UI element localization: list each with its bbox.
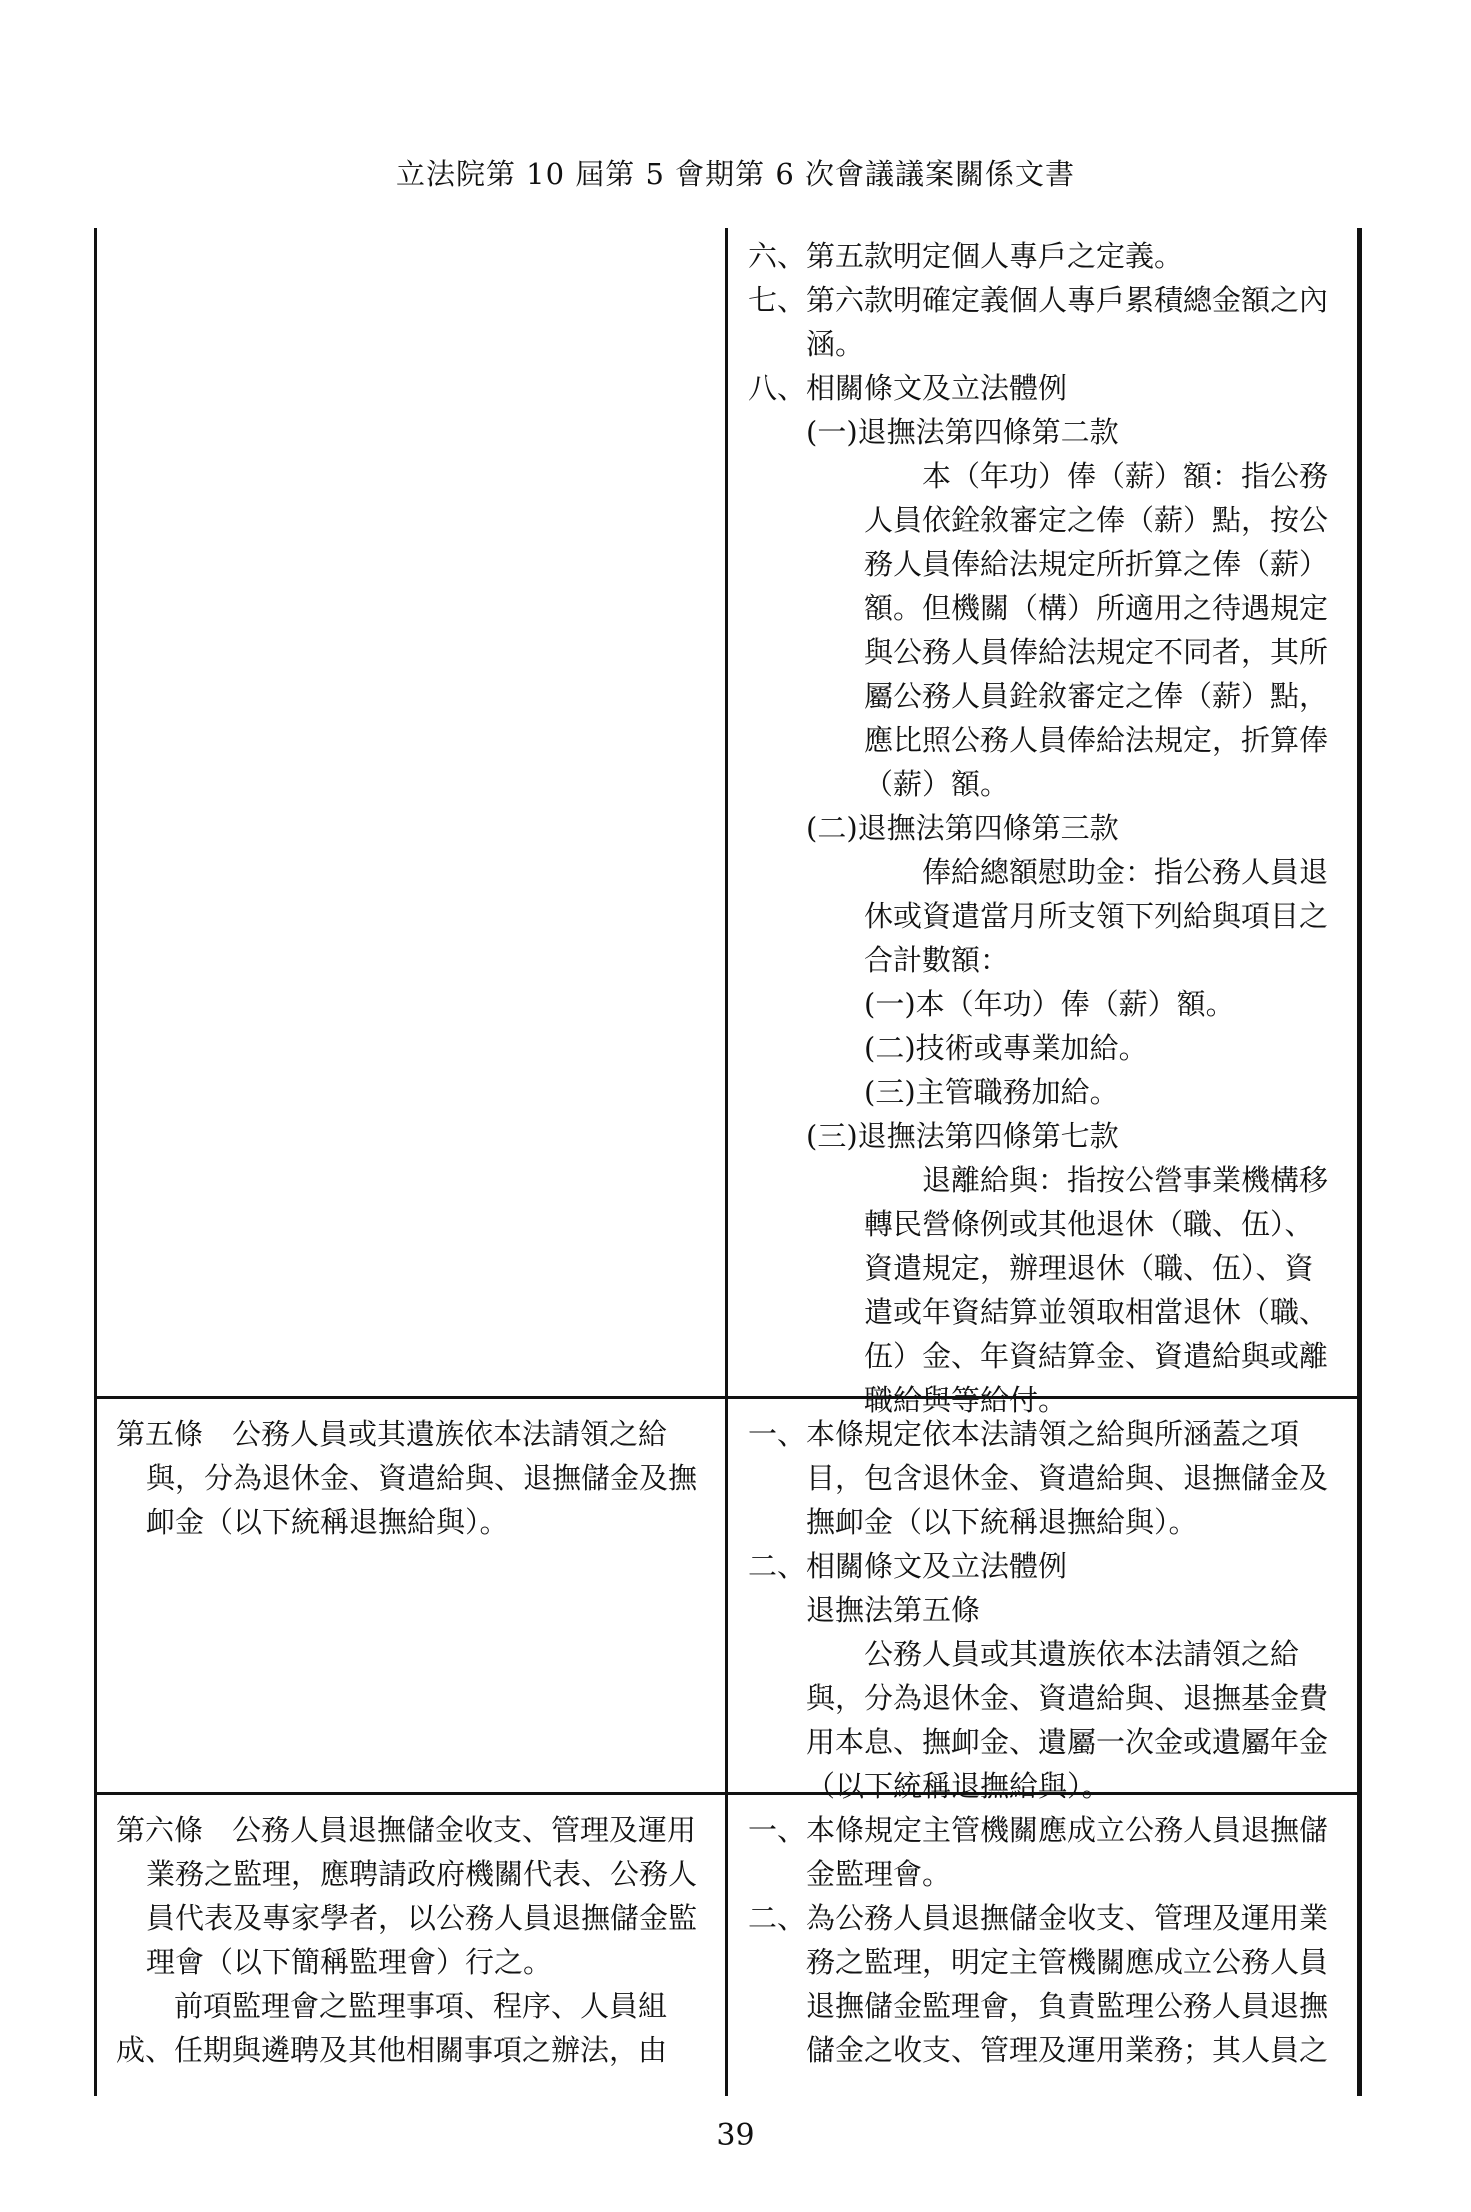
document-header: 立法院第 10 屆第 5 會期第 6 次會議議案關係文書 [395,157,1076,191]
row2-explanation-cell [748,1412,1340,1808]
table-right-border [1357,228,1362,2096]
right-paragraph: 八、相關條文及立法體例 [748,371,1068,405]
right-paragraph: 七、第六款明確定義個人專戶累積總金額之內涵。 [748,283,1329,361]
right-paragraph: 退撫法第五條 [806,1593,981,1627]
right-paragraph: (一)退撫法第四條第二款 [806,415,1119,449]
right-paragraph: (二)退撫法第四條第三款 [806,811,1119,845]
table-left-border [94,228,97,2096]
table-column-divider [725,228,728,2096]
right-paragraph: (三)主管職務加給。 [864,1075,1119,1109]
left-paragraph: 前項監理會之監理事項、程序、人員組成、任期與遴聘及其他相關事項之辦法，由 [116,1989,668,2067]
right-paragraph: 一、本條規定依本法請領之給與所涵蓋之項目，包含退休金、資遣給與、退撫儲金及撫卹金（以下統稱退撫給與）。 [748,1417,1329,1539]
page-number: 39 [716,2118,755,2153]
right-paragraph: 一、本條規定主管機關應成立公務人員退撫儲金監理會。 [748,1813,1329,1891]
right-paragraph: 本（年功）俸（薪）額：指公務人員依銓敘審定之俸（薪）點，按公務人員俸給法規定所折算之俸（薪）額。但機關（構）所適用之待遇規定與公務人員俸給法規定不同者，其所屬公務人員銓敘審定之俸（薪）點，應比照公務人員俸給法規定，折算俸（薪）額。 [864,459,1329,801]
right-paragraph: (一)本（年功）俸（薪）額。 [864,987,1235,1021]
right-paragraph: 退離給與：指按公營事業機構移轉民營條例或其他退休（職、伍）、資遣規定，辦理退休（職、伍）、資遣或年資結算並領取相當退休（職、伍）金、年資結算金、資遣給與或離職給與等給付。 [864,1163,1329,1417]
right-paragraph: 六、第五款明定個人專戶之定義。 [748,239,1184,273]
right-paragraph: 二、相關條文及立法體例 [748,1549,1068,1583]
right-paragraph: 俸給總額慰助金：指公務人員退休或資遣當月所支領下列給與項目之合計數額： [864,855,1329,977]
left-paragraph: 第六條 公務人員退撫儲金收支、管理及運用業務之監理，應聘請政府機關代表、公務人員代表及專家學者，以公務人員退撫儲金監理會（以下簡稱監理會）行之。 [116,1813,698,1979]
left-paragraph: 第五條 公務人員或其遺族依本法請領之給與，分為退休金、資遣給與、退撫儲金及撫卹金（以下統稱退撫給與）。 [116,1417,698,1539]
right-paragraph: (三)退撫法第四條第七款 [806,1119,1119,1153]
row3-explanation-cell [748,1808,1340,2072]
row2-article-cell [116,1412,716,1544]
right-paragraph: 二、為公務人員退撫儲金收支、管理及運用業務之監理，明定主管機關應成立公務人員退撫儲金監理會，負責監理公務人員退撫儲金之收支、管理及運用業務；其人員之 [748,1901,1329,2067]
row1-explanation-cell [748,234,1340,1422]
right-paragraph: (二)技術或專業加給。 [864,1031,1148,1065]
right-paragraph: 公務人員或其遺族依本法請領之給與，分為退休金、資遣給與、退撫基金費用本息、撫卹金、遺屬一次金或遺屬年金（以下統稱退撫給與）。 [806,1637,1329,1803]
comparison-table [94,228,1362,2096]
row3-article-cell [116,1808,716,2072]
